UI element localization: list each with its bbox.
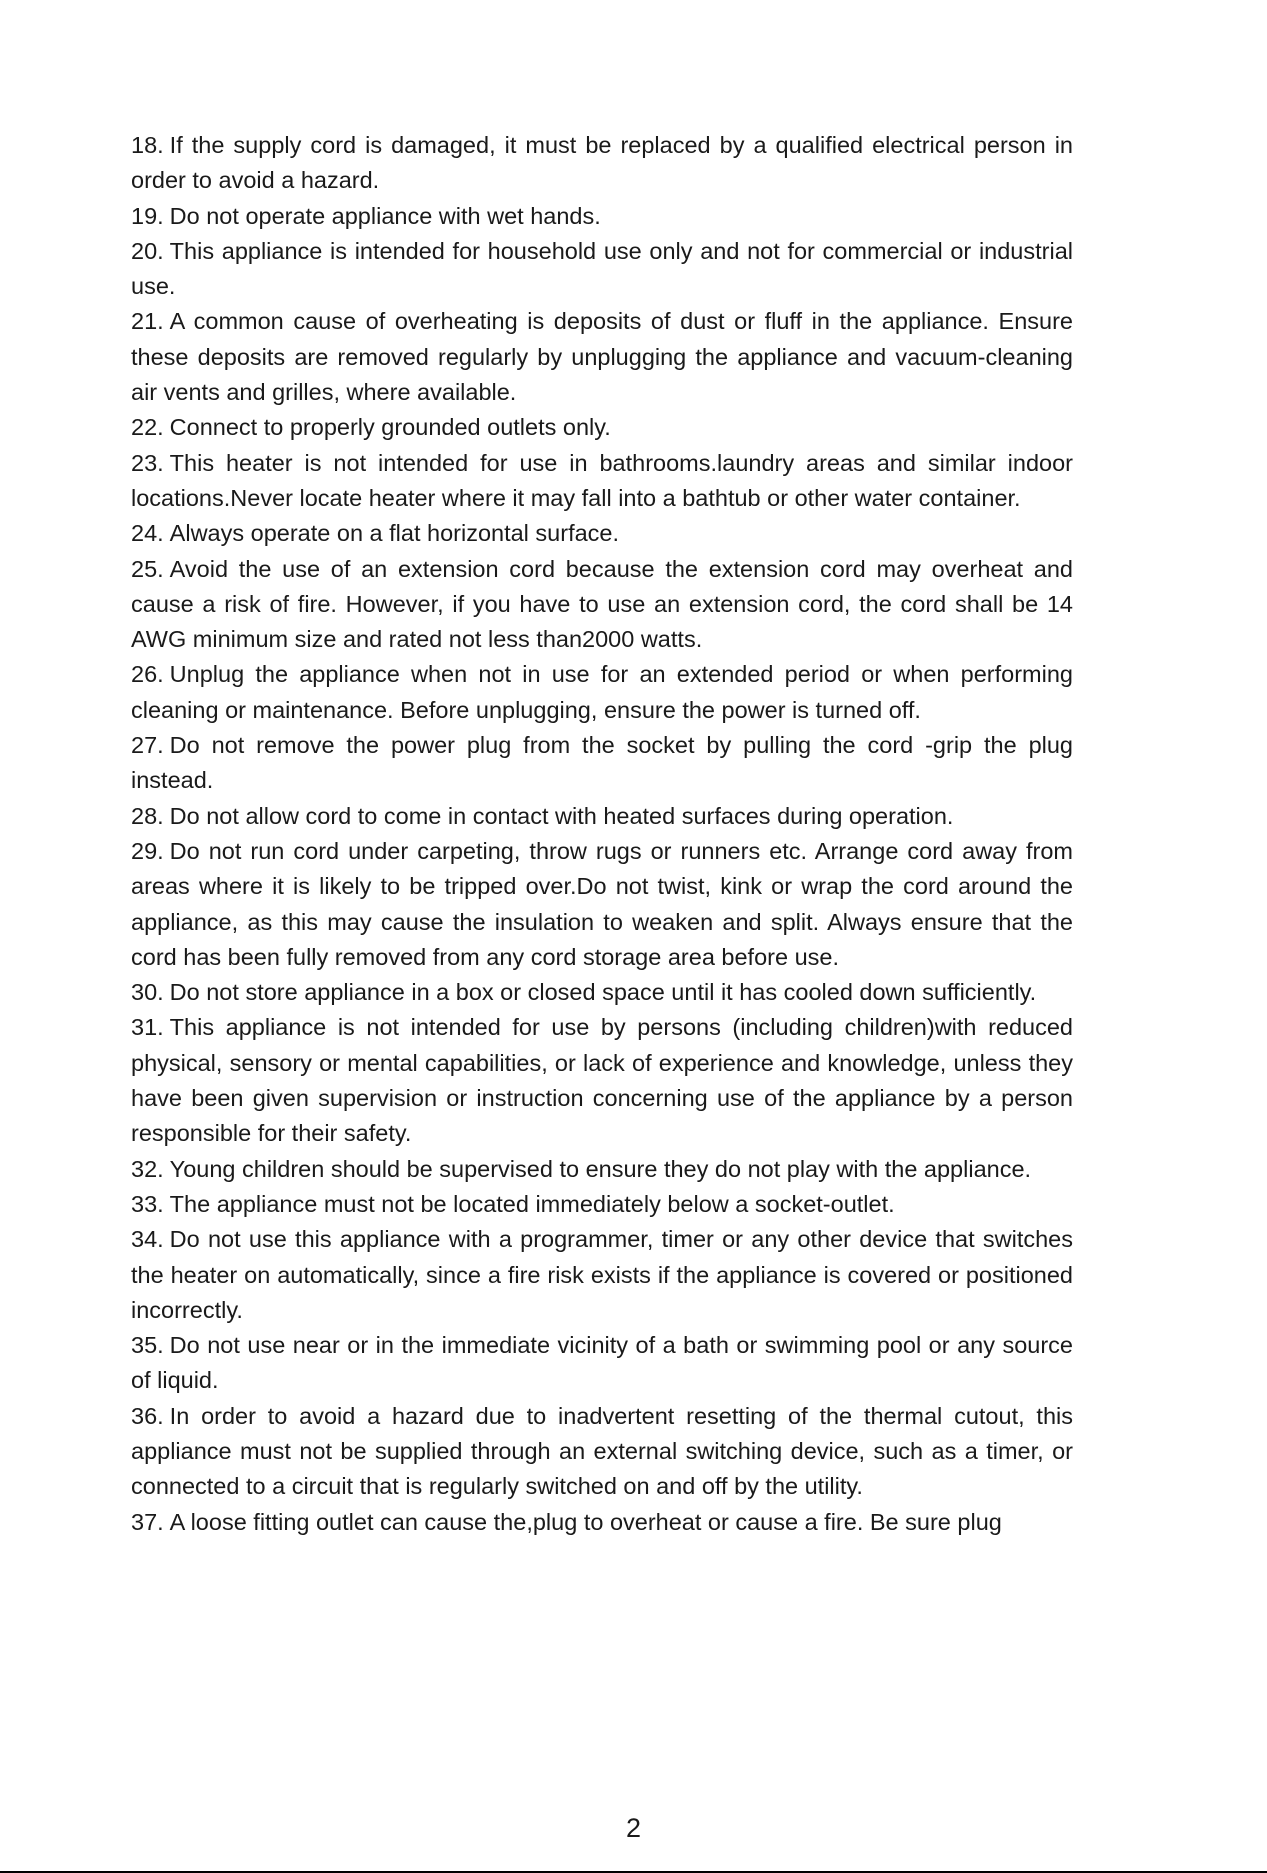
item-text: Do not use near or in the immediate vicinity of a bath or swimming pool or any source of liquid.	[131, 1332, 1073, 1394]
item-number: 35.	[131, 1332, 164, 1359]
item-text: A loose fitting outlet can cause the,plug to overheat or cause a fire. Be sure plug	[169, 1508, 1002, 1535]
instruction-item-18	[131, 128, 1073, 199]
item-number: 28.	[131, 802, 164, 829]
item-number: 25.	[131, 555, 164, 582]
instruction-item-35	[131, 1328, 1073, 1399]
instruction-item-34	[131, 1222, 1073, 1328]
item-number: 29.	[131, 837, 164, 864]
item-text: Connect to properly grounded outlets only.	[169, 414, 611, 441]
item-number: 24.	[131, 520, 164, 547]
item-text: Do not allow cord to come in contact with heated surfaces during operation.	[169, 802, 954, 829]
instruction-item-19	[131, 199, 1073, 234]
item-text: The appliance must not be located immediately below a socket-outlet.	[169, 1190, 895, 1217]
item-number: 20.	[131, 237, 164, 264]
item-text: This appliance is intended for household use only and not for commercial or industrial use.	[131, 237, 1073, 300]
item-text: This appliance is not intended for use by persons (including children)with reduced physical, sensory or mental capabilities, or lack of experience and knowledge, unless they have been given supervision or instruction concerning use of the appliance by a person responsible for their safety.	[131, 1014, 1073, 1147]
item-number: 36.	[131, 1402, 164, 1429]
item-number: 18.	[131, 132, 164, 158]
item-number: 33.	[131, 1190, 164, 1217]
instruction-item-20	[131, 234, 1073, 305]
instruction-item-29	[131, 834, 1073, 975]
instruction-item-32	[131, 1152, 1073, 1187]
item-text: This heater is not intended for use in bathrooms.laundry areas and similar indoor locations.Never locate heater where it may fall into a bathtub or other water container.	[131, 449, 1073, 511]
item-text: Always operate on a flat horizontal surface.	[169, 520, 620, 547]
item-number: 30.	[131, 979, 164, 1006]
safety-instructions-list	[131, 128, 1073, 1540]
item-text: Do not remove the power plug from the socket by pulling the cord -grip the plug instead.	[131, 732, 1073, 794]
item-text: A common cause of overheating is deposits of dust or fluff in the appliance. Ensure these deposits are removed regularly by unplugging the appliance and vacuum-cleaning air vents and grilles, where available.	[131, 308, 1073, 406]
item-number: 37.	[131, 1508, 164, 1535]
item-text: Avoid the use of an extension cord because the extension cord may overheat and cause a risk of fire. However, if you have to use an extension cord, the cord shall be 14 AWG minimum size and rated not less than2000 watts.	[131, 555, 1073, 653]
instruction-item-28	[131, 799, 1073, 834]
instruction-item-22	[131, 410, 1073, 445]
instruction-item-30	[131, 975, 1073, 1010]
item-number: 19.	[131, 202, 164, 229]
instruction-item-21	[131, 304, 1073, 410]
item-number: 26.	[131, 661, 164, 688]
instruction-item-24	[131, 516, 1073, 551]
instruction-item-23	[131, 446, 1073, 517]
instruction-item-33	[131, 1187, 1073, 1222]
item-text: Do not operate appliance with wet hands.	[169, 202, 601, 229]
item-number: 21.	[131, 308, 164, 335]
item-text: Do not store appliance in a box or closed space until it has cooled down sufficiently.	[169, 979, 1037, 1006]
instruction-item-31	[131, 1010, 1073, 1151]
instruction-item-37	[131, 1505, 1073, 1540]
item-number: 23.	[131, 449, 164, 476]
instruction-item-25	[131, 552, 1073, 658]
item-text: Do not use this appliance with a programmer, timer or any other device that switches the heater on automatically, since a fire risk exists if the appliance is covered or positioned incorrectly.	[131, 1226, 1073, 1323]
instruction-item-26	[131, 657, 1073, 728]
item-text: In order to avoid a hazard due to inadvertent resetting of the thermal cutout, this appliance must not be supplied through an external switching device, such as a timer, or connected to a circuit that is regularly switched on and off by the utility.	[131, 1402, 1073, 1500]
item-number: 22.	[131, 414, 164, 441]
item-number: 34.	[131, 1226, 164, 1253]
item-number: 27.	[131, 732, 164, 759]
item-text: Unplug the appliance when not in use for an extended period or when performing cleaning or maintenance. Before unplugging, ensure the power is turned off.	[131, 661, 1073, 723]
item-text: Young children should be supervised to ensure they do not play with the appliance.	[169, 1155, 1032, 1182]
item-text: If the supply cord is damaged, it must be replaced by a qualified electrical person in order to avoid a hazard.	[131, 132, 1073, 194]
item-number: 31.	[131, 1014, 164, 1041]
item-number: 32.	[131, 1155, 164, 1182]
page-number: 2	[625, 1813, 642, 1843]
item-text: Do not run cord under carpeting, throw rugs or runners etc. Arrange cord away from areas where it is likely to be tripped over.Do not twist, kink or wrap the cord around the appliance, as this may cause the insulation to weaken and split. Always ensure that the cord has been fully removed from any cord storage area before use.	[131, 837, 1073, 970]
instruction-item-27	[131, 728, 1073, 799]
instruction-item-36	[131, 1399, 1073, 1505]
